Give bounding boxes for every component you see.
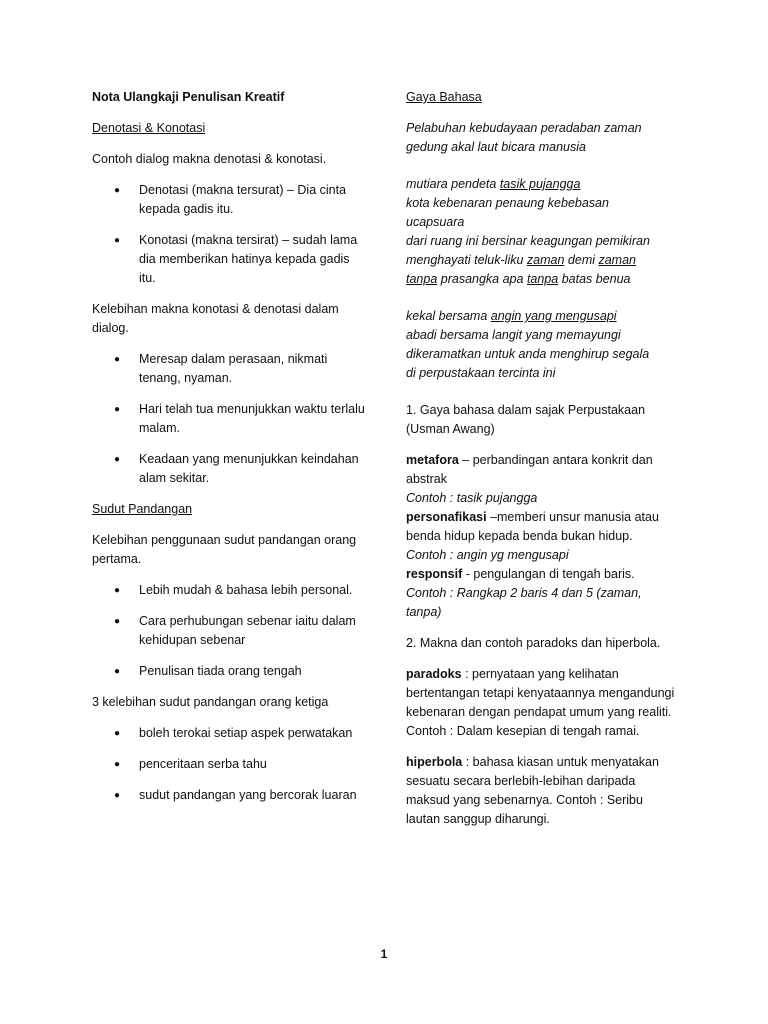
left-column: [92, 88, 367, 817]
example-metafora: Contoh : tasik pujangga: [406, 491, 538, 505]
bullet-list: [92, 724, 367, 805]
bullet-list: [92, 181, 367, 288]
bullet-icon: ●: [114, 666, 121, 677]
poem-line: ucapsuara: [406, 215, 465, 229]
list-item: ● Denotasi (makna tersurat) – Dia cinta kepada gadis itu.: [114, 183, 347, 216]
poem-line: kota kebenaran penaung kebebasan: [406, 196, 609, 210]
bullet-list: [92, 581, 367, 681]
paragraph: Kelebihan makna konotasi & denotasi dalam dialog.: [92, 302, 339, 335]
poem-line: abadi bersama langit yang memayungi: [406, 328, 621, 342]
list-item: ● Hari telah tua menunjukkan waktu terlalu malam.: [114, 402, 365, 435]
list-item: ● sudut pandangan yang bercorak luaran: [92, 786, 367, 805]
bullet-icon: ●: [114, 454, 121, 465]
list-item: ● Keadaan yang menunjukkan keindahan alam sekitar.: [114, 452, 359, 485]
definition-personifikasi: personafikasi –memberi unsur manusia atau benda hidup kepada benda bukan hidup.: [406, 510, 659, 543]
definition-paradoks: paradoks : pernyataan yang kelihatan bertentangan tetapi kenyataannya mengandungi kebenaran dengan pendapat umum yang realiti. Contoh : Dalam kesepian di tengah ramai.: [406, 667, 675, 738]
heading-denotasi-konotasi: Denotasi & Konotasi: [92, 121, 206, 135]
list-item: ● Meresap dalam perasaan, nikmati tenang, nyaman.: [114, 352, 328, 385]
poem: [406, 119, 678, 383]
heading-gaya-bahasa: Gaya Bahasa: [406, 90, 482, 104]
definition-hiperbola: hiperbola : bahasa kiasan untuk menyatakan sesuatu secara berlebih-lebihan daripada maksud yang sebenarnya. Contoh : Seribu lautan sanggup diharungi.: [406, 755, 659, 826]
right-column: [406, 88, 678, 841]
list-item: ● penceritaan serba tahu: [92, 755, 367, 774]
bullet-icon: ●: [114, 235, 121, 246]
poem-line: gedung akal laut bicara manusia: [406, 140, 586, 154]
example-personifikasi: Contoh : angin yg mengusapi: [406, 548, 569, 562]
paragraph: Contoh dialog makna denotasi & konotasi.: [92, 152, 327, 166]
paragraph: Kelebihan penggunaan sudut pandangan orang pertama.: [92, 533, 357, 566]
poem-line: dikeramatkan untuk anda menghirup segala: [406, 347, 650, 361]
definition-metafora: metafora – perbandingan antara konkrit dan abstrak: [406, 453, 653, 486]
bullet-icon: ●: [114, 185, 121, 196]
bullet-icon: ●: [114, 790, 121, 801]
bullet-icon: ●: [114, 728, 121, 739]
definition-responsif: responsif - pengulangan di tengah baris.: [406, 567, 635, 581]
list-item: ● Lebih mudah & bahasa lebih personal.: [92, 581, 367, 600]
poem-line: dari ruang ini bersinar keagungan pemikiran: [406, 234, 650, 248]
document-title: Nota Ulangkaji Penulisan Kreatif: [92, 90, 285, 104]
bullet-icon: ●: [114, 616, 121, 627]
bullet-icon: ●: [114, 404, 121, 415]
poem-line: tanpa prasangka apa tanpa batas benua: [406, 272, 631, 286]
bullet-list: [92, 350, 367, 488]
list-item: ● boleh terokai setiap aspek perwatakan: [92, 724, 367, 743]
page-number: 1: [380, 947, 388, 961]
example-responsif: Contoh : Rangkap 2 baris 4 dan 5 (zaman, tanpa): [406, 586, 642, 619]
question-2: 2. Makna dan contoh paradoks dan hiperbola.: [406, 636, 661, 650]
list-item: ● Cara perhubungan sebenar iaitu dalam kehidupan sebenar: [114, 614, 356, 647]
poem-line: menghayati teluk-liku zaman demi zaman: [406, 253, 637, 267]
poem-line: di perpustakaan tercinta ini: [406, 366, 556, 380]
paragraph: 3 kelebihan sudut pandangan orang ketiga: [92, 695, 329, 709]
list-item: ● Konotasi (makna tersirat) – sudah lama dia memberikan hatinya kepada gadis itu.: [114, 233, 358, 285]
poem-line: Pelabuhan kebudayaan peradaban zaman: [406, 121, 642, 135]
bullet-icon: ●: [114, 585, 121, 596]
bullet-icon: ●: [114, 354, 121, 365]
bullet-icon: ●: [114, 759, 121, 770]
poem-line: kekal bersama angin yang mengusapi: [406, 309, 617, 323]
question-1: 1. Gaya bahasa dalam sajak Perpustakaan (Usman Awang): [406, 403, 646, 436]
heading-sudut-pandangan: Sudut Pandangan: [92, 502, 193, 516]
list-item: ● Penulisan tiada orang tengah: [92, 662, 367, 681]
poem-line: mutiara pendeta tasik pujangga: [406, 177, 581, 191]
